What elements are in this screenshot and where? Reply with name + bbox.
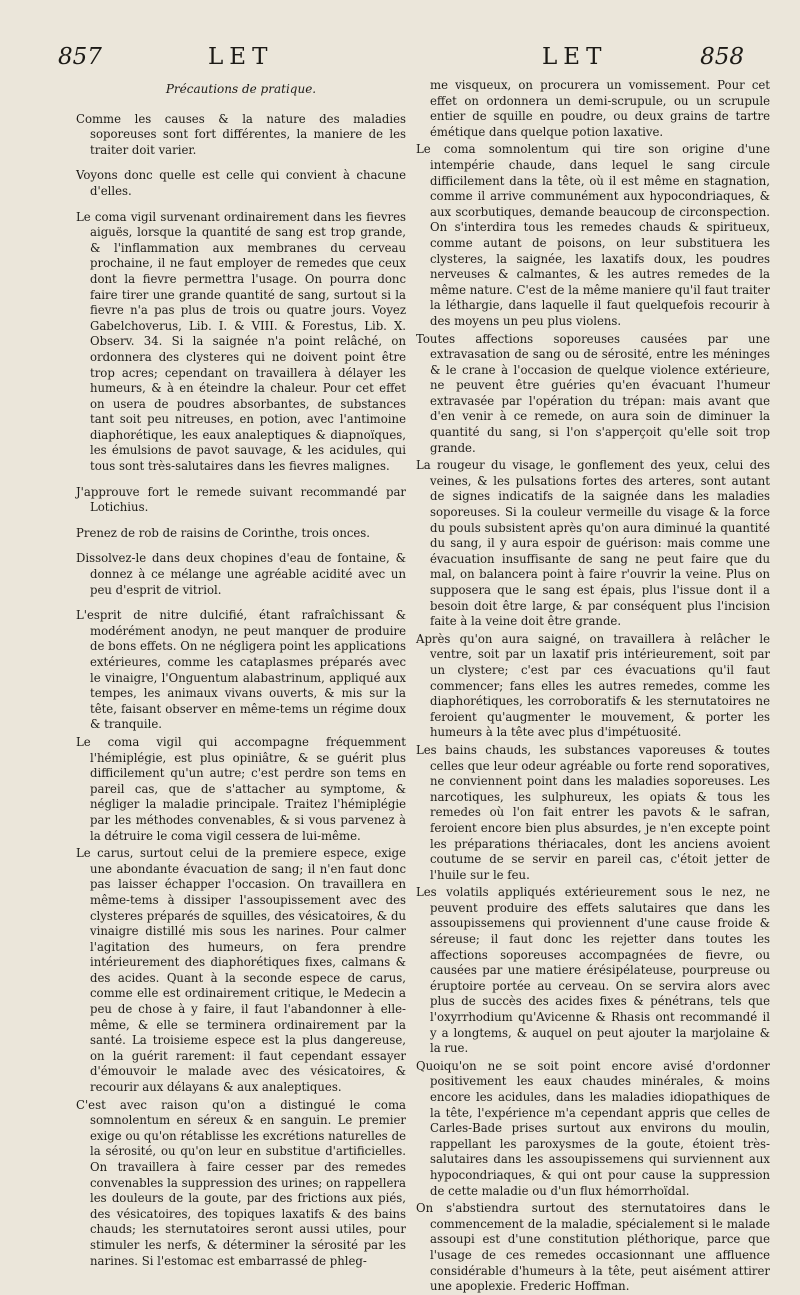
paragraph: Les volatils appliqués extérieurement sous le nez, ne peuvent produire des effets salutaires que dans les assoupissemens qui proviennent d'une cause froide & séreuse; il faut donc les rejetter dans toutes les affections soporeuses accompagnées de fievre, ou causées par une matiere érésipélateuse, pourpreuse ou éruptoire portée au cerveau. On se servira alors avec plus de succès des acides fixes & pénétrans, tels que l'oxyrrhodium qu'Avicenne & Rhasis ont recommandé il y a longtems, & auquel on peut ajouter la marjolaine & la rue.: [416, 885, 770, 1056]
recipe-line: Prenez de rob de raisins de Corinthe, trois onces.: [76, 525, 371, 540]
page-number-left: 857: [58, 44, 102, 70]
paragraph: J'approuve fort le remede suivant recommandé par Lotichius.: [76, 484, 406, 515]
paragraph: La rougeur du visage, le gonflement des yeux, celui des veines, & les pulsations fortes des arteres, sont autant de signes indicatifs de la saignée dans les maladies soporeuses. Si la couleur vermeille du visage & la force du pouls subsistent après qu'on aura diminué la quantité du sang, il y aura espoir de guérison: mais comme une évacuation insuffisante de sang ne peut faire que du mal, on balancera point à faire r'ouvrir la veine. Plus on supposera que le sang est épais, plus l'issue dont il a besoin doit être large, & par conséquent plus l'incision faite à la veine doit être grande.: [416, 458, 770, 629]
running-head-left: LET: [208, 44, 274, 70]
paragraph: Après qu'on aura saigné, on travaillera à relâcher le ventre, soit par un laxatif pris intérieurement, soit par un clystere; c'est par ces évacuations qu'il faut commencer; fans elles les autres remedes, comme les diaphorétiques, les corroboratifs & les sternutatoires ne feroient qu'augmenter le mouvement, & porter les humeurs à la tête avec plus d'impétuosité.: [416, 631, 770, 740]
paragraph: C'est avec raison qu'on a distingué le coma somnolentum en séreux & en sanguin. Le premier exige ou qu'on rétablisse les excrétions naturelles de la sérosité, ou qu'on leur en substitue d'artificielles. On travaillera à faire cesser par des remedes convenables la suppression des urines; on rappellera les douleurs de la goute, par des frictions aux piés, des vésicatoires, des topiques laxatifs & des bains chauds; les sternutatoires seront aussi utiles, pour stimuler les nerfs, & déterminer la sérosité par les narines. Si l'estomac est embarrassé de phleg-: [76, 1097, 406, 1268]
running-head-right: LET: [542, 44, 608, 70]
paragraph: Voyons donc quelle est celle qui convient à chacune d'elles.: [76, 168, 406, 198]
paragraph: Le coma vigil survenant ordinairement dans les fievres aiguës, lorsque la quantité de sang est trop grande, & l'inflammation aux membranes du cerveau prochaine, il ne faut employer de remedes que ceux dont la fievre permettra l'usage. On pourra donc faire tirer une grande quantité de sang, surtout si la fievre n'a pas plus de trois ou quatre jours. Voyez Gabelchoverus, Lib. I. & VIII. & Forestus, Lib. X. Observ. 34. Si la saignée n'a point relâché, on ordonnera des clysteres qui ne doivent point être trop acres; cependant on travaillera à délayer les humeurs, & à en éteindre la chaleur. Pour cet effet on usera de poudres absorbantes, de substances tant soit peu nitreuses, en potion, avec l'antimoine diaphorétique, les eaux analeptiques & diapnoïques, les émulsions de pavot sauvage, & les acidules, qui tous sont très-salutaires dans les fievres malignes.: [76, 209, 406, 474]
paragraph: Le carus, surtout celui de la premiere espece, exige une abondante évacuation de sang; il n'en faut donc pas laisser échapper l'occasion. On travaillera en même-tems à dissiper l'assoupissement avec des clysteres préparés de squilles, des vésicatoires, & du vinaigre distillé mis sous les narines. Pour calmer l'agitation des humeurs, on fera prendre intérieurement des diaphorétiques fixes, calmans & des acides. Quant à la seconde espece de carus, comme elle est ordinairement critique, le Medecin a peu de chose à y faire, il faut l'abandonner à elle-même, & elle se terminera ordinairement par la santé. La troisieme espece est la plus dangereuse, on la guérit rarement: il faut cependant essayer d'émouvoir le malade avec des vésicatoires, & recourir aux délayans & aux analeptiques.: [76, 846, 406, 1095]
paragraph: L'esprit de nitre dulcifié, étant rafraîchissant & modérément anodyn, ne peut manquer de produire de bons effets. On ne négligera point les applications extérieures, comme les cataplasmes préparés avec le vinaigre, l'Onguentum alabastrinum, appliqué aux tempes, les animaux vivans ouverts, & mis sur la tête, faisant observer en même-tems un régime doux & tranquile.: [76, 608, 406, 732]
section-heading: Précautions de pratique.: [165, 82, 317, 96]
page-number-right: 858: [700, 44, 744, 70]
paragraph: Quoiqu'on ne se soit point encore avisé d'ordonner positivement les eaux chaudes minérales, & moins encore les acidules, dans les maladies idiopathiques de la tête, l'expérience m'a cependant appris que celles de Carles-Bade prises surtout aux environs du moulin, rappellant les paroxysmes de la goute, étoient très-salutaires dans les assoupissemens qui surviennent aux hypocondriaques, & qui ont pour cause la suppression de cette maladie ou d'un flux hémorrhoïdal.: [416, 1058, 770, 1198]
paragraph: On s'abstiendra surtout des sternutatoires dans le commencement de la maladie, spécialement si le malade assoupi est d'une constitution pléthorique, parce que l'usage de ces remedes occasionnant une affluence considérable d'humeurs à la tête, peut aisément attirer une apoplexie. Frederic Hoffman.: [416, 1201, 770, 1294]
paragraph: Dissolvez-le dans deux chopines d'eau de fontaine, & donnez à ce mélange une agréable acidité avec un peu d'esprit de vitriol.: [76, 551, 406, 597]
paragraph: Le coma vigil qui accompagne fréquemment l'hémiplégie, est plus opiniâtre, & se guérit plus difficilement qu'un autre; c'est perdre son tems en pareil cas, que de s'attacher au symptome, & négliger la maladie principale. Traitez l'hémiplégie par les méthodes convenables, & si vous parvenez à la détruire le coma vigil cessera de lui-même.: [76, 734, 406, 843]
paragraph: Les bains chauds, les substances vaporeuses & toutes celles que leur odeur agréable ou forte rend soporatives, ne conviennent point dans les maladies soporeuses. Les narcotiques, les sulphureux, les opiats & tous les remedes où l'on fait entrer les pavots & le safran, feroient encore bien plus absurdes, je n'en excepte point les préparations thériacales, dont les anciens avoient coutume de se servir en pareil cas, c'étoit jetter de l'huile sur le feu.: [416, 742, 770, 882]
paragraph: Comme les causes & la nature des maladies soporeuses sont fort différentes, la maniere de les traiter doit varier.: [76, 111, 406, 157]
paragraph-continued: me visqueux, on procurera un vomissement. Pour cet effet on ordonnera un demi-scrupule, ou un scrupule entier de squille en poudre, ou deux grains de tartre émétique dans quelque potion laxative.: [430, 78, 770, 139]
left-column: [76, 78, 406, 1268]
right-column: [416, 78, 770, 1294]
paragraph: Le coma somnolentum qui tire son origine d'une intempérie chaude, dans lequel le sang circule difficilement dans la tête, où il est même en stagnation, comme il arrive communément aux hypocondriaques, & aux scorbutiques, demande beaucoup de circonspection. On s'interdira tous les remedes chauds & spiritueux, comme autant de poisons, on leur substituera les clysteres, la saignée, les laxatifs doux, les poudres nerveuses & calmantes, & les autres remedes de la même nature. C'est de la même maniere qu'il faut traiter la léthargie, dans laquelle il faut quelquefois recourir à des moyens un peu plus violens.: [416, 142, 770, 328]
paragraph: Toutes affections soporeuses causées par une extravasation de sang ou de sérosité, entre les méninges & le crane à l'occasion de quelque violence extérieure, ne peuvent être guéries qu'en évacuant l'humeur extravasée par l'opération du trépan: mais avant que d'en venir à ce remede, on aura soin de diminuer la quantité du sang, si l'on s'apperçoit qu'elle soit trop grande.: [416, 331, 770, 455]
